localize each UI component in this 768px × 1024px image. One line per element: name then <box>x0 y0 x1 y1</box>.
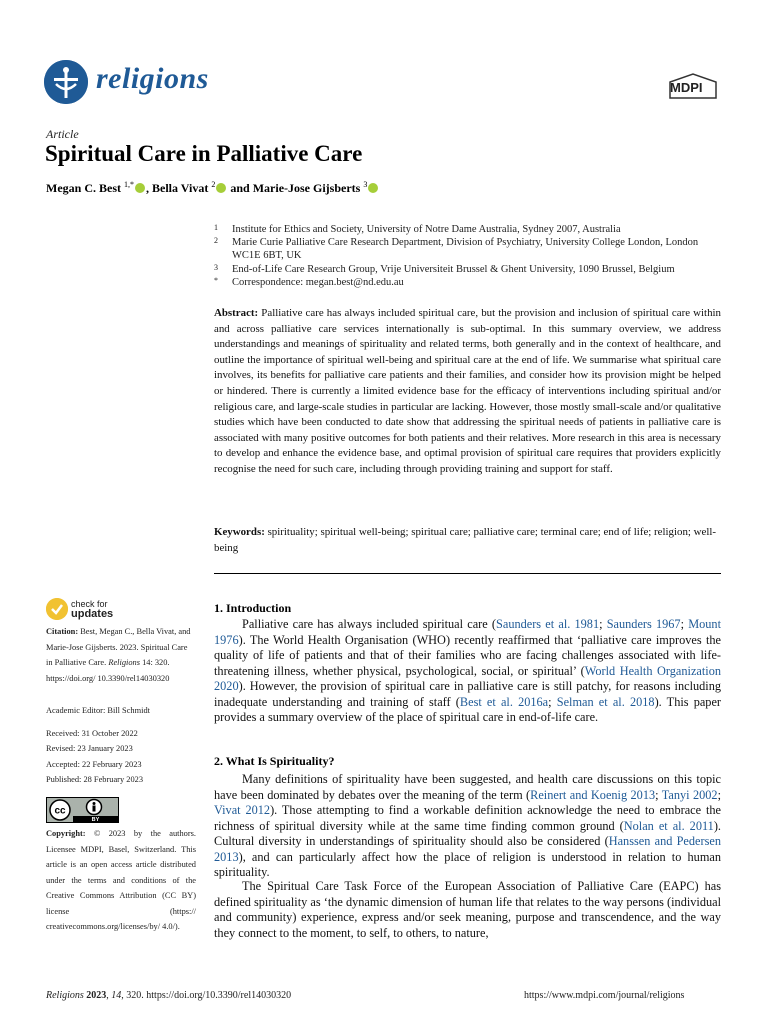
paragraph <box>214 617 721 726</box>
footer-journal-url[interactable]: https://www.mdpi.com/journal/religions <box>524 990 685 1001</box>
citation: Citation: Best, Megan C., Bella Vivat, and Marie-Jose Gijsberts. 2023. Spiritual Care in Palliative Care. Religions 14: 320. https://doi.org/ 10.3390/rel14030320 <box>46 627 191 683</box>
keywords <box>214 525 721 556</box>
cc-by-license-icon[interactable] <box>46 797 119 823</box>
author-name[interactable]: Marie-Jose Gijsberts <box>252 181 361 195</box>
keywords-text: spirituality; spiritual well-being; spiritual care; palliative care; terminal care; end of life; religion; well-being <box>214 526 717 554</box>
citation-link[interactable]: Saunders 1967 <box>606 617 681 631</box>
abstract-label: Abstract: <box>214 307 259 319</box>
author-list: Megan C. Best $^{1,*}$ , Bella Vivat $^2$ and Marie-Jose Gijsberts $^3$ <box>46 180 379 196</box>
author-name[interactable]: Megan C. Best <box>46 181 121 195</box>
cc-label: cc <box>54 805 66 817</box>
keywords-label: Keywords: <box>214 526 265 538</box>
paragraph-text: Palliative care has always included spiritual care ( <box>242 617 497 631</box>
copyright-notice: Copyright: © 2023 by the authors. Licensee MDPI, Basel, Switzerland. This article is an open access article distributed under the terms and conditions of the Creative Commons Attribution (CC BY) license (https:// creativecommons.org/licenses/by/ 4.0/). <box>46 829 197 931</box>
received-date: Received: 31 October 2022 <box>46 729 138 738</box>
journal-logo-icon <box>44 60 88 104</box>
author-affiliation-mark: 1,* <box>124 180 134 189</box>
section-heading-introduction: 1. Introduction <box>214 601 292 615</box>
author-affiliation-mark: 3 <box>363 180 368 189</box>
paragraph: The Spiritual Care Task Force of the European Association of Palliative Care (EAPC) has defined spirituality as ‘the dynamic dimension of human life that relates to the way persons (individual and community) experience, express and/or seek meaning, purpose and transcendence, and the way they connect to the moment, to self, to others, to nature, <box>214 879 721 940</box>
citation-link[interactable]: Saunders et al. 1981 <box>496 617 600 631</box>
paragraph <box>214 772 721 881</box>
abstract <box>214 306 721 478</box>
citation-link[interactable]: Hanssen and Pedersen 2013 <box>214 834 721 864</box>
paragraph-text: ). Cultural diversity in understandings of spirituality should also be considered ( <box>214 818 721 848</box>
orcid-icon[interactable] <box>216 183 226 193</box>
paragraph-text: ). However, the provision of spiritual care in palliative care is still patchy, for reasons including inadequate understanding and training of staff ( <box>214 679 721 709</box>
paragraph-text: ). This paper provides a summary overview of the place of spiritual care in end-of-life care. <box>214 694 722 724</box>
paragraph-text: ; <box>599 617 607 631</box>
accepted-date: Accepted: 22 February 2023 <box>46 760 142 769</box>
article-type: Article <box>46 127 79 141</box>
citation-link[interactable]: Selman et al. 2018 <box>556 694 655 709</box>
citation-link[interactable]: Best et al. 2016a <box>459 694 549 709</box>
paragraph-text: ; <box>548 694 557 709</box>
published-date: Published: 28 February 2023 <box>46 775 144 784</box>
citation-link[interactable]: World Health Organization 2020 <box>214 663 721 693</box>
citation-link[interactable]: Tanyi 2002 <box>661 787 718 802</box>
revised-date: Revised: 23 January 2023 <box>46 744 133 753</box>
paragraph-text: ; <box>717 787 721 802</box>
orcid-icon[interactable] <box>368 183 378 193</box>
citation-link[interactable]: Mount 1976 <box>214 617 721 647</box>
publisher-name: MDPI <box>670 80 703 95</box>
paragraph-text: ), and can particularly affect how the place of religion is understood in relation to human spirituality. <box>214 849 721 879</box>
abstract-text: Palliative care has always included spiritual care, but the provision and inclusion of spiritual care within and across palliative care services internationally is sub-optimal. In this summary overview, we address understandings and meanings of spirituality and related terms, both generally and in the context of healthcare, and outline the importance of spiritual well-being and spiritual care at the end of life. We summarise what spiritual care involves, its benefits for palliative care patients and their families, and consider how its provision might be helped or hindered. There is currently a limited evidence base for the efficacy of interventions including spiritual and/or religious care, and large-scale studies in particular are lacking. However, those mostly small-scale and/or qualitative studies which have been conducted to date show that addressing the spiritual needs of patients in palliative care is associated with many positive outcomes for both patients and their relatives. More research in this area is necessary to develop and enhance the evidence base, and optimal provision of spiritual care requires that providers explicitly recognise the need for such care, including through providing training and support for staff. <box>214 307 721 475</box>
section-heading-spirituality: 2. What Is Spirituality? <box>214 754 335 768</box>
citation-link[interactable]: Reinert and Koenig 2013 <box>530 787 656 802</box>
check-for-updates-icon[interactable] <box>46 598 68 620</box>
paragraph-text: ; <box>680 617 689 631</box>
citation-link[interactable]: Nolan et al. 2011 <box>623 818 714 833</box>
page-title: Spiritual Care in Palliative Care <box>45 141 363 166</box>
paragraph-text: ; <box>655 787 662 802</box>
citation-link[interactable]: Vivat 2012 <box>214 803 271 817</box>
paragraph-text: ). Those attempting to find a workable definition acknowledge the need to embrace the richness of spiritual diversity while at the same time finding common ground ( <box>214 803 721 833</box>
orcid-icon[interactable] <box>135 183 145 193</box>
check-for-updates-button[interactable]: check for updates <box>71 599 114 620</box>
cc-by-label: BY <box>91 817 100 822</box>
author-affiliation-mark: 2 <box>211 180 216 189</box>
divider <box>214 573 721 574</box>
footer-citation: Religions 2023, 14, 320. https://doi.org/10.3390/rel14030320 <box>46 990 292 1001</box>
author-name[interactable]: Bella Vivat <box>152 181 209 195</box>
journal-name: religions <box>96 62 209 95</box>
paragraph-text: Many definitions of spirituality have been suggested, and health care discussions on this topic have been dominated by debates over the meaning of the term ( <box>214 772 721 802</box>
academic-editor: Academic Editor: Bill Schmidt <box>46 706 150 715</box>
paragraph-text: ). The World Health Organisation (WHO) recently reaffirmed that ‘palliative care improves the quality of life of patients and that of their families who are facing challenges associated with life-threatening illness, whether physical, psychological, social, or spiritual’ ( <box>214 632 721 678</box>
